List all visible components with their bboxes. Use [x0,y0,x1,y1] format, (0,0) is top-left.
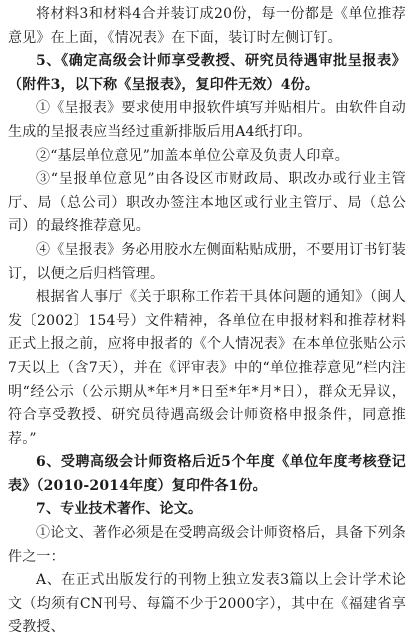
paragraph-note-2: ②“基层单位意见”加盖本单位公章及负责人印章。 [36,147,349,164]
paragraph-publicity-requirement: 根据省人事厅《关于职称工作若干具体问题的通知》（闽人发〔2002〕154号）文件精神，各单位在申报材料和推荐材料正式上报之前，应将申报者的《个人情况表》在本单位张贴公示7天以上（含7天），并在《评审表》中的“单位推荐意见”栏内注明“经公示（公示期从*年*月*日至*年*月*日），群众无异议，符合享受教授、研究员待遇高级会计师资格申报条件，同意推荐。” [8,289,406,447]
paragraph-note-1: ①《呈报表》要求使用申报软件填写并贴相片。由软件自动生成的呈报表应当经过重新排版后用A4纸打印。 [8,100,406,140]
paragraph-item-7-heading: 7、专业技术著作、论文。 [36,501,203,518]
paragraph-note-4: ④《呈报表》务必用胶水左侧面粘贴成册，不要用订书钉装订，以便之后归档管理。 [8,241,406,282]
paragraph-papers-conditions: ①论文、著作必须是在受聘高级会计师资格后，具备下列条件之一： [8,525,406,565]
paragraph-item-5-heading: 5、《确定高级会计师享受教授、研究员待遇审批呈报表》（附件3，以下称《呈报表》，复印件无效）4份。 [8,53,406,93]
paragraph-note-3: ③“呈报单位意见”由各设区市财政局、职改办或行业主管厅、局（总公司）职改办签注本地区或行业主管厅、局（总公司）的最终推荐意见。 [8,171,406,235]
paragraph-item-6-heading: 6、受聘高级会计师资格后近5个年度《单位年度考核登记表》（2010-2014年度）复印件各1份。 [8,454,406,494]
paragraph-binding-instructions: 将材料3和材料4合并装订成20份，每一份都是《单位推荐意见》在上面，《情况表》在下面，装订时左侧订钉。 [8,6,406,46]
paragraph-condition-a: A、在正式出版发行的刊物上独立发表3篇以上会计学术论文（均须有CN刊号、每篇不少于2000字），其中在《福建省享受教授、 [8,572,406,636]
